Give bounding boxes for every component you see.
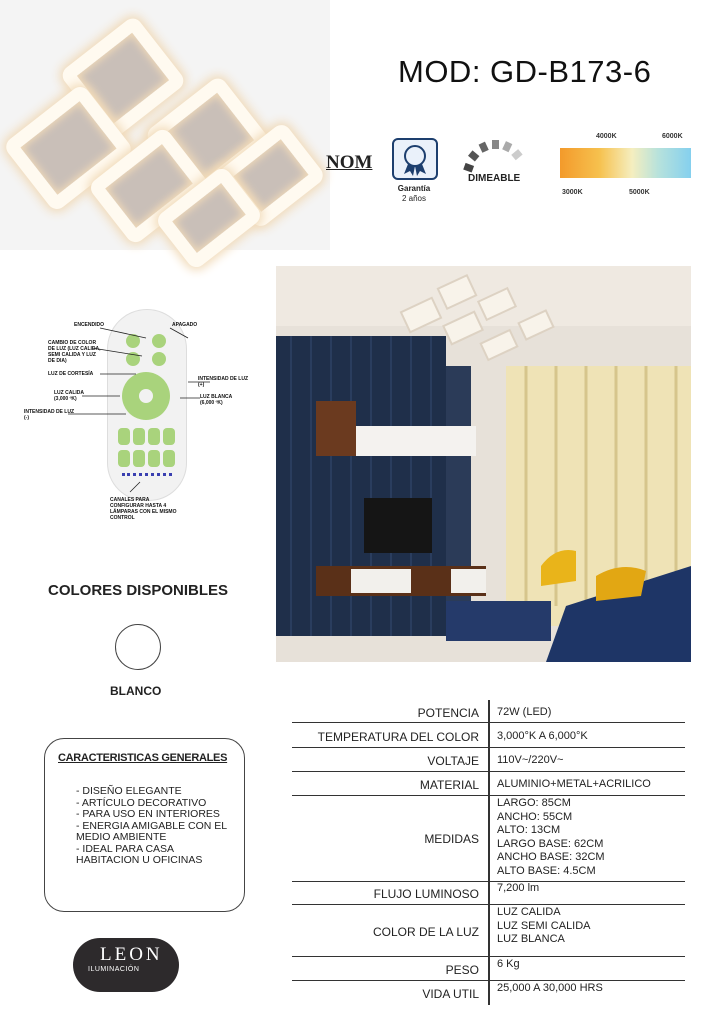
color-swatch-white — [115, 624, 161, 670]
spec-label: PESO — [445, 963, 479, 977]
warranty-line-1: Garantía — [397, 184, 431, 193]
spec-value: LARGO: 85CM ANCHO: 55CM ALTO: 13CM LARGO BASE: 62CM ANCHO BASE: 32CM ALTO BASE: 4.5CM — [497, 797, 605, 877]
spec-label: TEMPERATURA DEL COLOR — [317, 730, 479, 744]
room-photo — [276, 266, 691, 662]
nom-logo: NOM — [326, 152, 373, 173]
spec-value: ALUMINIO+METAL+ACRILICO — [497, 778, 651, 790]
color-temperature-gradient — [560, 148, 691, 178]
spec-row — [292, 795, 685, 882]
remote-label-white: LUZ BLANCA (6,000 ºK) — [200, 394, 233, 406]
spec-value: 25,000 A 30,000 HRS — [497, 982, 603, 994]
features-title: CARACTERISTICAS GENERALES — [58, 752, 228, 764]
spec-row — [292, 747, 685, 772]
spec-label: COLOR DE LA LUZ — [372, 925, 479, 939]
spec-row — [292, 881, 685, 905]
spec-value: 3,000°K A 6,000°K — [497, 730, 588, 742]
warranty-line-2: 2 años — [401, 194, 427, 203]
spec-label: VOLTAJE — [427, 754, 479, 768]
feature-item: - PARA USO EN INTERIORES — [76, 808, 220, 820]
spec-row — [292, 956, 685, 981]
temp-label: 4000K — [596, 133, 617, 140]
remote-label-off: APAGADO — [172, 322, 198, 328]
spec-row — [292, 980, 685, 1004]
spec-row — [292, 904, 685, 957]
color-swatch-label: BLANCO — [110, 684, 162, 698]
feature-item: - IDEAL PARA CASA HABITACION U OFICINAS — [76, 842, 203, 866]
remote-label-courtesy: LUZ DE CORTESÍA — [48, 371, 94, 377]
product-render — [0, 0, 330, 250]
remote-label-warm: LUZ CALIDA (3,000 ºK) — [54, 390, 84, 402]
spec-label: POTENCIA — [417, 706, 479, 720]
spec-label: FLUJO LUMINOSO — [373, 887, 479, 901]
remote-label-intensity-up: INTENSIDAD DE LUZ (+) — [198, 376, 248, 388]
features-list — [76, 786, 236, 867]
feature-item: - ENERGIA AMIGABLE CON EL MEDIO AMBIENTE — [76, 819, 227, 843]
remote-label-color-change: CAMBIO DE COLOR DE LUZ (LUZ CALIDA, SEMI CALIDA Y LUZ DE DIA) — [48, 340, 101, 364]
spec-row — [292, 771, 685, 796]
remote-label-intensity-down: INTENSIDAD DE LUZ (-) — [24, 409, 74, 421]
spec-value: 7,200 lm — [497, 882, 540, 894]
dimmable-label: DIMEABLE — [468, 173, 521, 184]
temp-label: 6000K — [662, 133, 683, 140]
spec-row — [292, 698, 685, 723]
brand-tagline: ILUMINACIÓN — [88, 966, 140, 973]
spec-row — [292, 722, 685, 748]
spec-label: MATERIAL — [419, 778, 479, 792]
brand-name: LEON — [100, 944, 163, 965]
temp-label: 5000K — [629, 189, 650, 196]
warranty-seal-icon — [392, 138, 438, 180]
remote-label-channels: CANALES PARA CONFIGURAR HASTA 4 LÁMPARAS CON EL MISMO CONTROL — [110, 497, 177, 521]
remote-label-on: ENCENDIDO — [74, 322, 105, 328]
feature-item: - DISEÑO ELEGANTE — [76, 785, 182, 797]
spec-value: 72W (LED) — [497, 706, 552, 718]
spec-label: VIDA UTIL — [422, 987, 479, 1001]
spec-value: 6 Kg — [497, 958, 520, 970]
spec-value: LUZ CALIDA LUZ SEMI CALIDA LUZ BLANCA — [497, 906, 591, 945]
colors-title: COLORES DISPONIBLES — [48, 582, 229, 599]
feature-item: - ARTÍCULO DECORATIVO — [76, 796, 207, 809]
warranty-text — [380, 184, 448, 204]
model-title: MOD: GD-B173-6 — [398, 54, 652, 89]
spec-value: 110V~/220V~ — [497, 754, 564, 766]
spec-label: MEDIDAS — [424, 832, 479, 846]
temp-label: 3000K — [562, 189, 583, 196]
